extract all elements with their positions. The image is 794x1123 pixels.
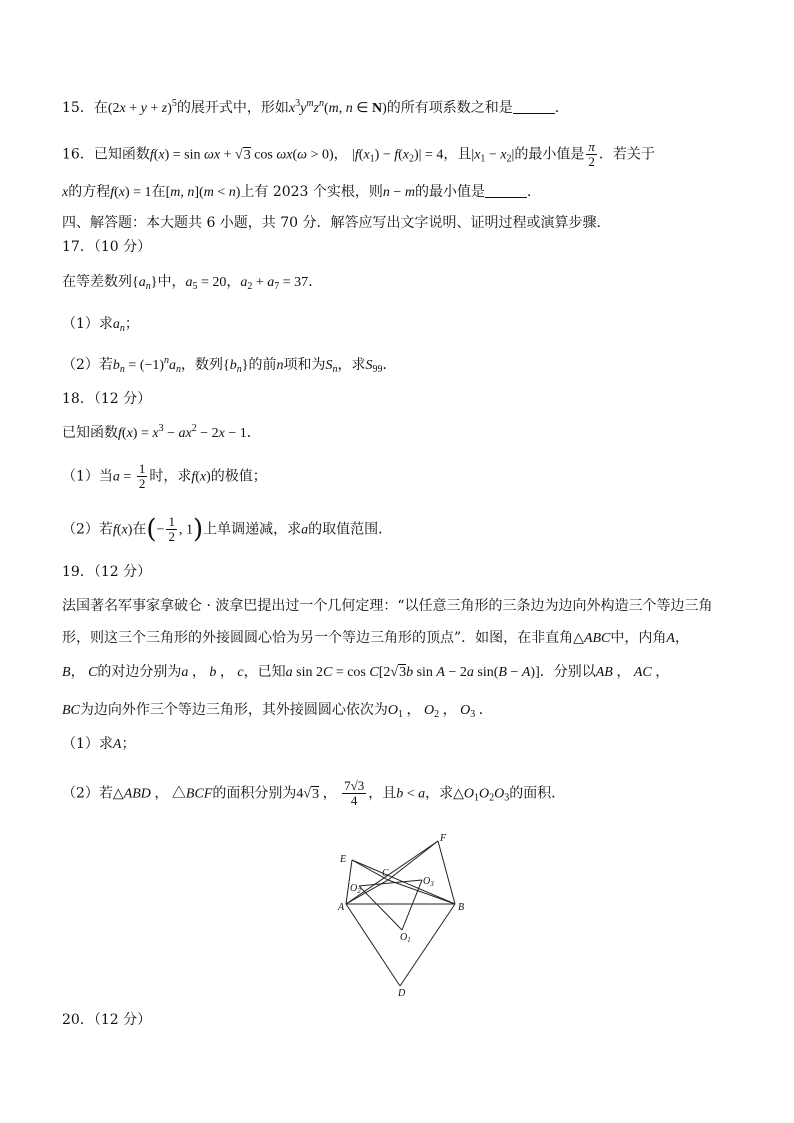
- q17-part-1-end: ；: [124, 316, 139, 332]
- q19-part-2: （2）若△ABD ， △BCF的面积分别为4√3 ， $\frac{7√3}{4}$ ，且b < a，求$\triangle O_1O_2O_3$的面积．: [62, 778, 566, 808]
- q17-part-2-text-1: ，数列: [181, 357, 224, 373]
- q19-line-2a: 形，则这三个三角形的外接圆圆心恰为另一个等边三角形的顶点”．如图，在非直角: [62, 630, 574, 646]
- q17-part-2-text-5: ．: [382, 357, 397, 373]
- q19-part-2-text-4: 的面积．: [509, 785, 566, 802]
- q18-stem: 已知函数$f(x) = x^3 - ax^2 - 2x - 1$．: [62, 423, 261, 441]
- q19-line-3-text-2: ，已知: [243, 664, 286, 680]
- q15-text-3: 的所有项系数之和是: [386, 100, 513, 116]
- q17-part-2-text-3: 项和为: [283, 357, 326, 373]
- label-F: F: [440, 833, 447, 844]
- q19-header: 19．（12 分）: [62, 564, 152, 580]
- q19-line-3: B， C的对边分别为a ， b ， c，已知a sin 2C = cos C[2√3b sin A − 2a sin(B − A)]．分别以AB ， AC ，: [62, 664, 670, 680]
- q17-part-1: （1）求$a_n$；: [62, 316, 139, 334]
- q17-part-2-text-4: ，求: [337, 357, 366, 373]
- q17-part-2-label: （2）若: [62, 357, 113, 373]
- segment-AD: [346, 904, 400, 986]
- q15-line: 15．在$(2x + y + z)^5$的展开式中，形如$x^3y^mz^n(m$, n ∈ N)的所有项系数之和是 ．: [62, 98, 569, 116]
- q15-answer-blank[interactable]: [513, 99, 555, 114]
- q20-header: 20．（12 分）: [62, 1012, 152, 1028]
- q16-text-7: 在: [151, 184, 166, 200]
- q18-part-2-text-1: 在: [132, 521, 147, 538]
- q18-part-1-text-1: 时，求: [149, 468, 192, 485]
- segment-O2O1: [359, 886, 402, 930]
- q16-text-1: 已知函数: [93, 146, 150, 163]
- q19-part-2-text-1: 的面积分别为: [212, 785, 297, 802]
- label-O3: $O_3$: [423, 876, 434, 888]
- q18-part-1: （1）当a = $\frac{1}{2}$ 时，求f(x)的极值；: [62, 461, 267, 491]
- segment-CB: [388, 880, 455, 904]
- q19-line-4: BC为边向外作三个等边三角形，其外接圆圆心依次为$O_1$ ， $O_2$ ， $O_3$ ．: [62, 702, 493, 720]
- q18-part-2-text-2: 上单调递减，求: [203, 521, 302, 538]
- q19-part-1: （1）求A；: [62, 736, 136, 752]
- q19-part-2-label: （2）若: [62, 785, 113, 802]
- q16-line-2: x的方程f(x) = 1在[m, n](m < n)上有 2023 个实根，则n − m的最小值是 ．: [62, 184, 541, 200]
- segment-O3O1: [402, 880, 422, 930]
- napoleon-triangle-figure: [330, 828, 470, 1000]
- q16-text-6: 的方程: [68, 184, 111, 200]
- q19-part-1-end: ；: [121, 736, 136, 752]
- q19-line-2: 形，则这三个三角形的外接圆圆心恰为另一个等边三角形的顶点”．如图，在非直角△ABC中，内角A，: [62, 630, 689, 646]
- q18-part-2: （2）若f(x)在(− $\frac{1}{2}$ , 1)上单调递减，求a的取值范围．: [62, 514, 393, 545]
- q16-line-1: 16．已知函数f(x) = sin ωx + √3 cos ωx(ω > 0)， $|f(x_1) - f(x_2)| = 4$，且$|x_1 - x_2|$的最小值是 $\frac{\pi}{2}$ ．若关于: [62, 139, 655, 169]
- segment-CF: [388, 841, 438, 880]
- label-C: C: [382, 868, 389, 879]
- segment-DB: [400, 904, 455, 986]
- q18-header: 18．（12 分）: [62, 391, 152, 407]
- q16-text-8: 上有 2023 个实根，则: [240, 184, 383, 200]
- q17-text-2: 中，: [157, 274, 186, 290]
- q19-line-3-text-1: 的对边分别为: [97, 664, 182, 680]
- q18-text-2: ．: [246, 425, 261, 441]
- q16-text-4: 的最小值是: [514, 146, 585, 163]
- q15-text-4: ．: [554, 100, 569, 116]
- segment-FB: [438, 841, 455, 904]
- label-O1: $O_1$: [400, 932, 411, 944]
- q16-answer-blank[interactable]: [485, 183, 527, 198]
- q16-number: 16．: [62, 146, 94, 163]
- q19-line-2b: 中，内角: [610, 630, 667, 646]
- q15-text-1: 在: [93, 100, 108, 116]
- label-B: B: [458, 902, 465, 913]
- q19-line-4-text-1: 为边向外作三个等边三角形，其外接圆圆心依次为: [79, 702, 388, 718]
- q15-text-2: 的展开式中，形如: [176, 100, 289, 116]
- label-O2: $O_2$: [350, 883, 361, 895]
- q19-part-2-text-3: ，求: [425, 785, 454, 802]
- q16-text-10: ．: [526, 184, 541, 200]
- q17-part-2-text-2: 的前: [248, 357, 277, 373]
- q17-part-2: （2）若$b_n = (-1)^na_n$，数列$\{b_n\}$的前n项和为$S_n$，求$S_{99}$．: [62, 355, 397, 375]
- q16-text-5: ．若关于: [598, 146, 655, 163]
- q17-stem: 在等差数列$\{a_n\}$中，$a_5 = 20$，$a_2 + a_7 = 37$．: [62, 274, 323, 292]
- q18-part-2-text-3: 的取值范围．: [308, 521, 393, 538]
- q18-text-1: 已知函数: [62, 425, 118, 441]
- q19-line-3-text-3: ．分别以: [539, 664, 596, 680]
- q16-text-9: 的最小值是: [414, 184, 485, 200]
- q18-part-2-label: （2）若: [62, 521, 113, 538]
- label-A: A: [338, 902, 345, 913]
- q17-text-4: ．: [308, 274, 323, 290]
- q17-header: 17．（10 分）: [62, 239, 152, 255]
- q19-part-1-label: （1）求: [62, 736, 113, 752]
- q19-part-2-text-2: ，且: [368, 785, 397, 802]
- q15-number: 15．: [62, 100, 94, 116]
- segment-EB: [352, 860, 455, 904]
- q17-text-1: 在等差数列: [62, 274, 132, 290]
- label-D: D: [398, 988, 406, 999]
- q17-text-3: ，: [226, 274, 241, 290]
- segment-AE: [346, 860, 352, 904]
- q16-text-2: ，: [333, 146, 348, 163]
- q18-part-1-text-2: 的极值；: [210, 468, 267, 485]
- q19-line-1: 法国著名军事家拿破仑 · 波拿巴提出过一个几何定理：“以任意三角形的三条边为边向外构造三个等边三角: [62, 598, 713, 614]
- label-E: E: [340, 854, 347, 865]
- q17-part-1-label: （1）求: [62, 316, 113, 332]
- q18-part-1-label: （1）当: [62, 468, 113, 485]
- section-4-heading: 四、解答题：本大题共 6 小题，共 70 分．解答应写出文字说明、证明过程或演算步骤．: [62, 215, 611, 231]
- q16-text-3: ，且: [443, 146, 472, 163]
